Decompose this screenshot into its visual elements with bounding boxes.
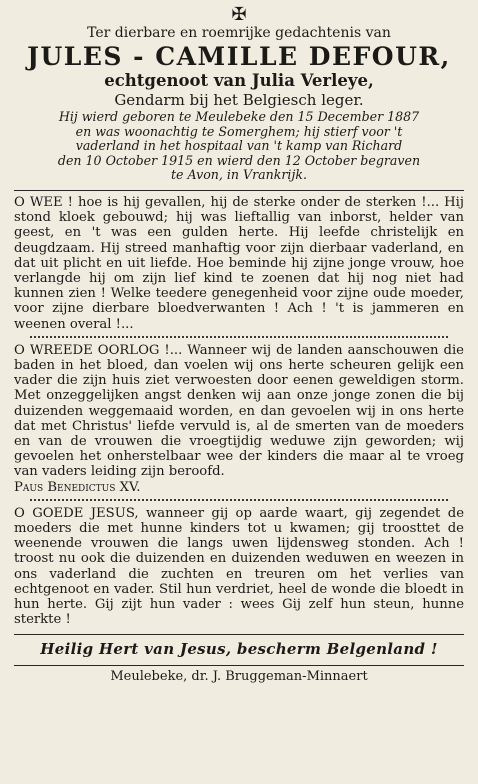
spouse-line: echtgenoot van Julia Verleye, (104, 71, 374, 90)
cross-icon: ✠ (231, 4, 247, 25)
deceased-name: JULES - CAMILLE DEFOUR, (27, 42, 451, 71)
printer-credit: Meulebeke, dr. J. Bruggeman-Minnaert (110, 669, 368, 685)
divider (14, 634, 464, 635)
paragraph-war: O WREEDE OORLOG !... Wanneer wij de landen aanschouwen die baden in het bloed, dan voelen wij ons herte scheuren gelijk een vader die zijn huis ziet verwoesten door eenen geweldigen storm. Met onzeggelijken angst denken wij aan onze jonge zonen die bij duizenden weggemaaid worden, en dan gevoelen wij in ons herte dat met Christus' liefde vervuld is, al de smerten van de moeders en van de vrouwen die vroegtijdig weduwe zijn geworden; wij gevoelen het onherstelbaar wee der kinders die maar al te vroeg van vaders leiding zijn beroofd. (14, 342, 464, 480)
paragraph-lament: O WEE ! hoe is hij gevallen, hij de sterke onder de sterken !... Hij stond kloek gebouwd; hij was lieftallig van inborst, helder van geest, en 't was een gulden herte. Hij leefde christelijk en deugdzaam. Hij streed manhaftig voor zijn dierbaar vaderland, en dat uit plicht en uit liefde. Hoe beminde hij zijne jonge vrouw, hoe verlangde hij om zijn lief kind te zoenen dat hij nog niet had kunnen zien ! Welke teedere genegenheid voor zijne oude moeder, voor zijne dierbare bloedverwanten ! Ach ! 't is jammeren en weenen overal !... (14, 194, 464, 332)
signoff: Paus Benedictus XV. (14, 479, 141, 495)
bio-line: den 10 October 1915 en wierd den 12 October begraven (57, 152, 421, 168)
divider (14, 190, 464, 191)
bio-line: vaderland in het hospitaal van 't kamp van Richard (75, 138, 403, 154)
dotted-divider (30, 336, 448, 338)
bio-line: en was woonachtig te Somerghem; hij stierf voor 't (75, 123, 403, 139)
role-line: Gendarm bij het Belgiesch leger. (114, 91, 364, 109)
biography (14, 110, 464, 183)
dotted-divider (30, 499, 448, 501)
bio-line: Hij wierd geboren te Meulebeke den 15 December 1887 (58, 109, 420, 124)
bio-line: te Avon, in Vrankrijk. (170, 167, 307, 183)
intro-line: Ter dierbare en roemrijke gedachtenis van (87, 25, 391, 41)
motto: Heilig Hert van Jesus, bescherm Belgenland ! (40, 640, 438, 659)
paragraph-prayer: O GOEDE JESUS, wanneer gij op aarde waart, gij zegendet de moeders die met hunne kinders tot u kwamen; gij troosttet de weenende vrouwen die langs uwen lijdensweg stonden. Ach ! troost nu ook die duizenden en duizenden weduwen en weezen in ons vaderland die zuchten en treuren om het verlies van echtgenoot en vader. Stil hun verdriet, heel de wonde die bloedt in hun herte. Gij zijt hun vader : wees Gij zelf hun steun, hunne sterkte ! (14, 505, 464, 628)
divider (14, 665, 464, 666)
